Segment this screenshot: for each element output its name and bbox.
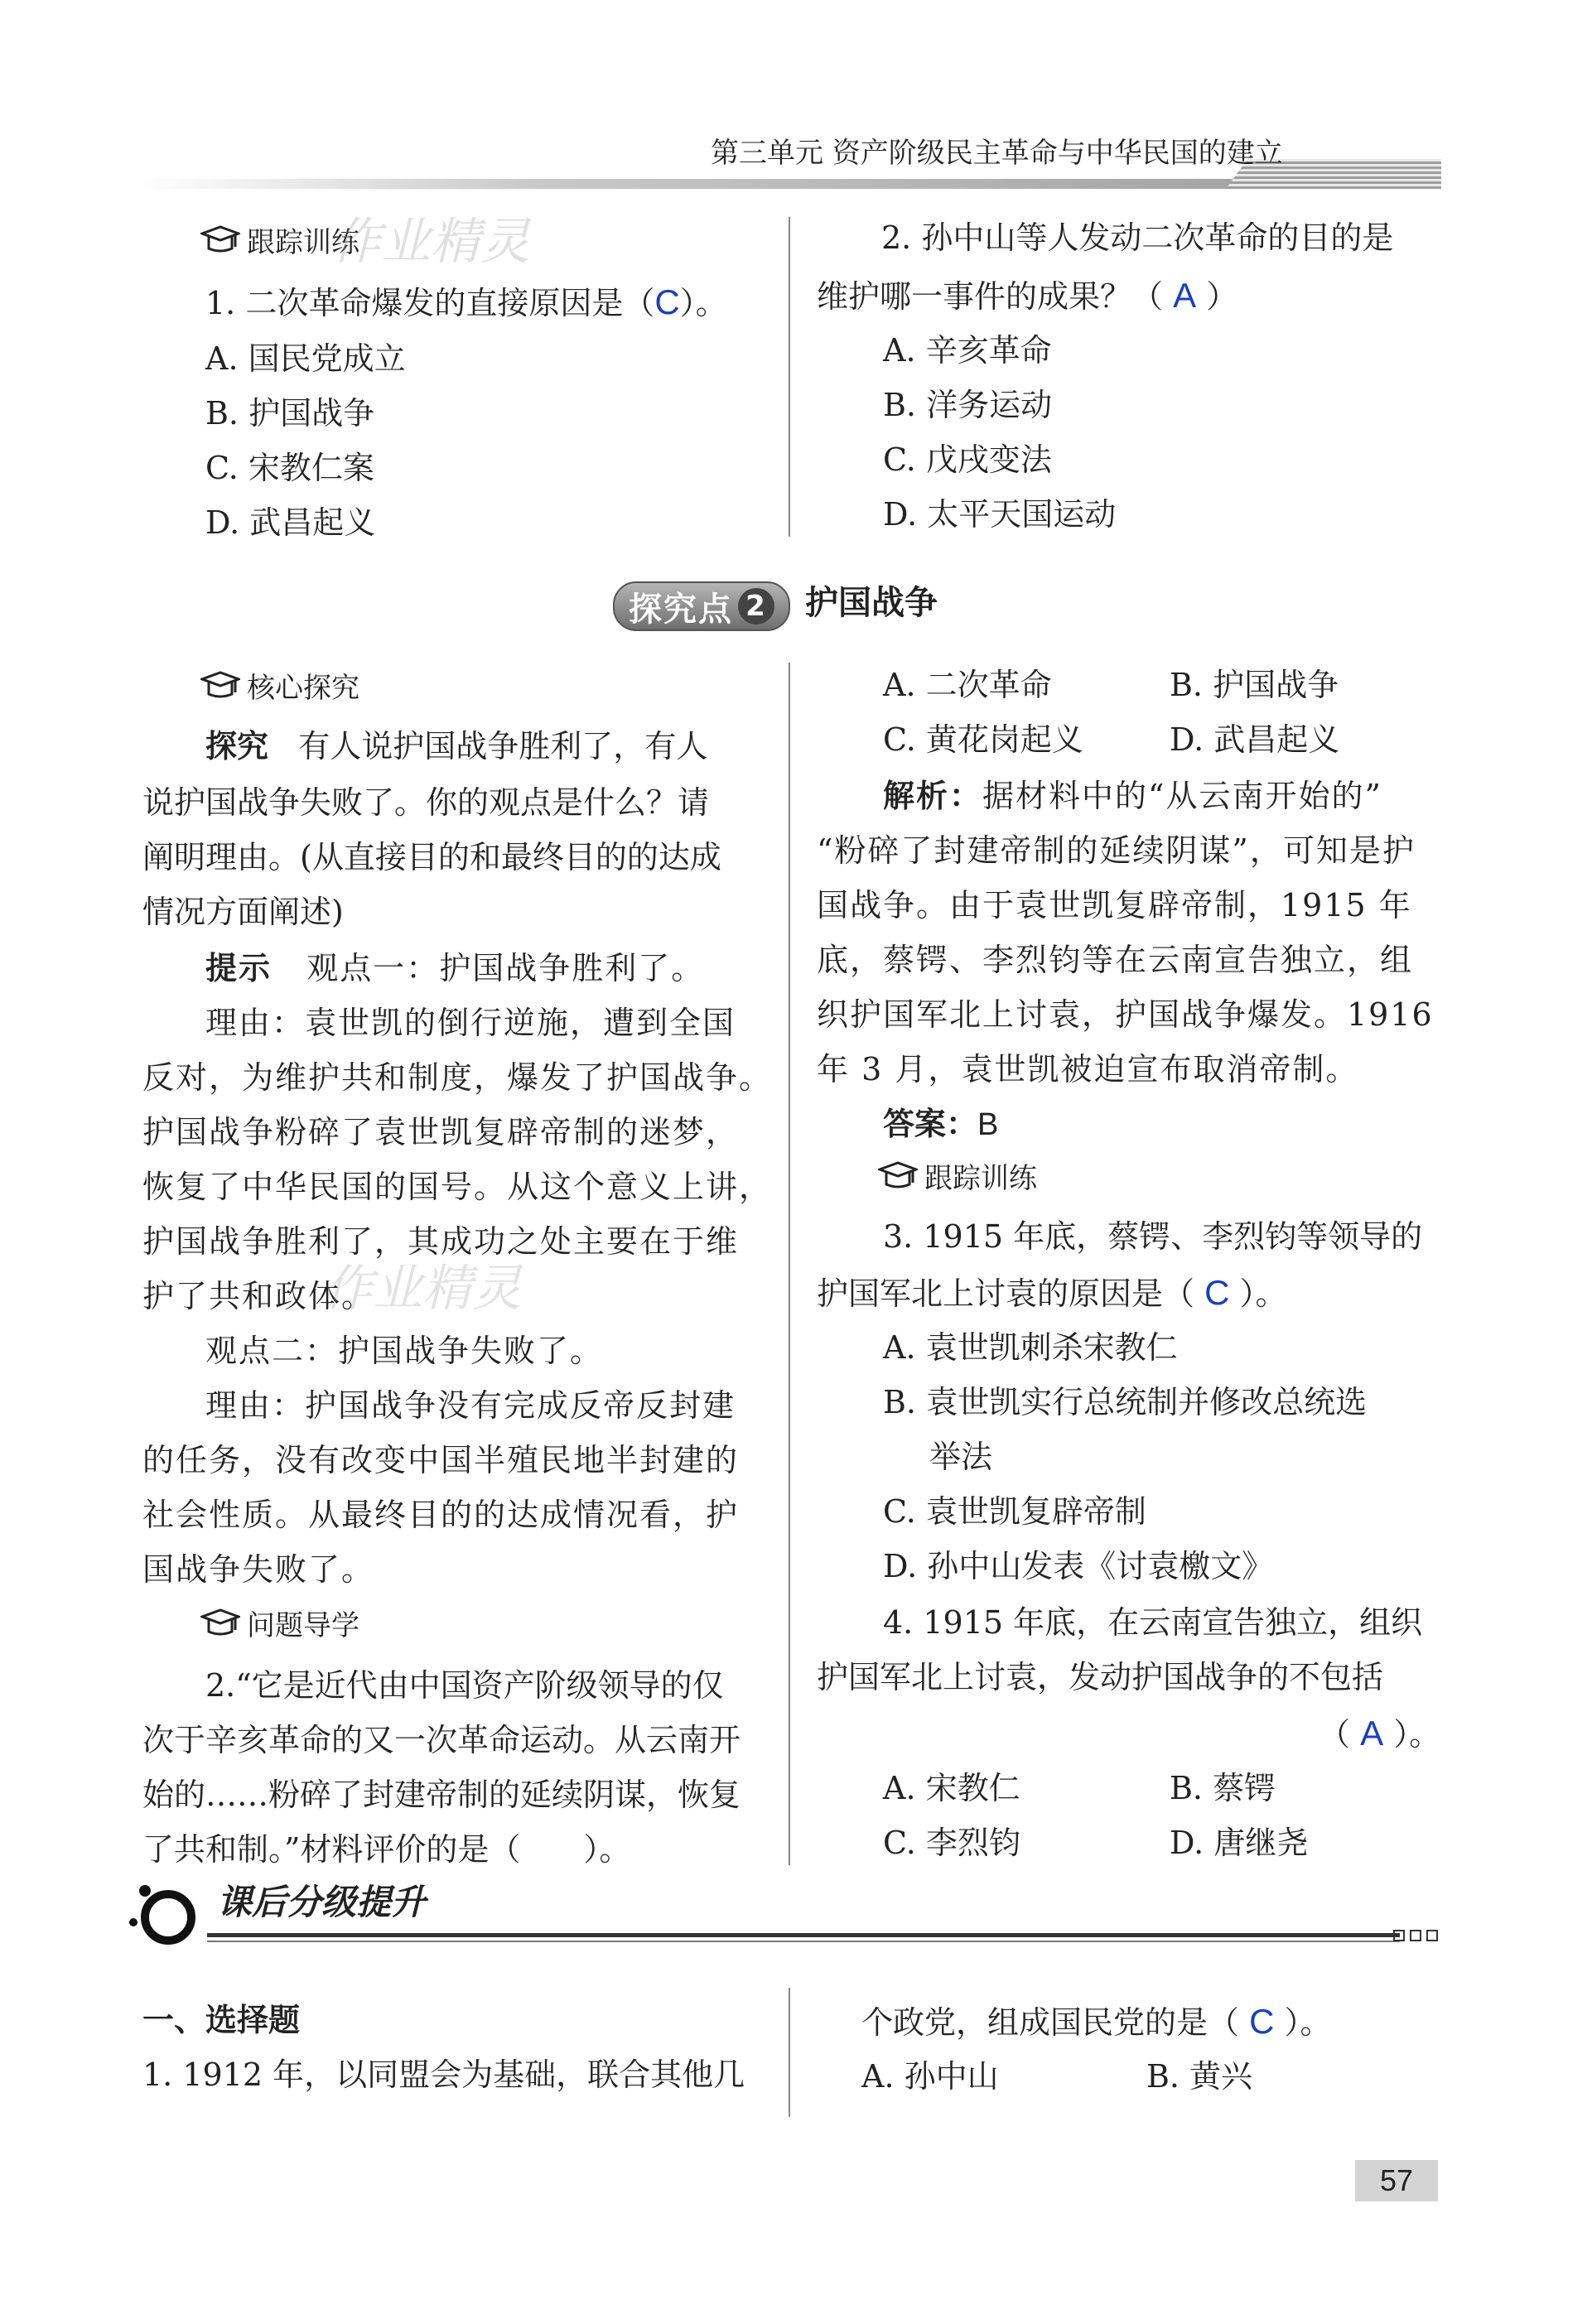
option: B. 蔡锷	[1170, 1770, 1276, 1806]
answer-letter: C	[1204, 1273, 1230, 1312]
option: B. 洋务运动	[883, 387, 1053, 423]
track-heading-2: 跟踪训练	[924, 1162, 1037, 1195]
reason2-line: 社会性质。从最终目的的达成情况看，护	[142, 1497, 740, 1533]
mortarboard-icon	[200, 669, 240, 702]
analysis-line: 年 3 月，袁世凯被迫宣布取消帝制。	[817, 1051, 1359, 1087]
q4-line2: 护国军北上讨袁，发动护国战争的不包括	[817, 1659, 1384, 1695]
option: A. 孙中山	[861, 2058, 999, 2095]
banner-square	[1410, 1930, 1421, 1941]
mortarboard-icon	[878, 1160, 918, 1193]
q2-line: 2.“它是近代由中国资产阶级领导的仅	[205, 1667, 724, 1704]
option: A. 辛亥革命	[883, 332, 1052, 369]
answer-line: 答案：B	[883, 1105, 999, 1142]
q2-line: 始的……粉碎了封建帝制的延续阴谋，恢复	[142, 1777, 741, 1813]
q3-line2: 护国军北上讨袁的原因是（ C ）。	[817, 1273, 1287, 1312]
analysis-line: “粉碎了封建帝制的延续阴谋”，可知是护	[817, 832, 1416, 869]
question-2-line2: 维护哪一事件的成果？（ A ）	[817, 276, 1238, 315]
section-title: 护国战争	[805, 584, 938, 622]
q2-line: 了共和制。”材料评价的是（ ）。	[142, 1831, 631, 1868]
mortarboard-icon	[200, 1607, 240, 1640]
banner-ring	[141, 1890, 195, 1945]
reason1-line: 恢复了中华民国的国号。从这个意义上讲，	[142, 1169, 773, 1205]
answer-letter: C	[654, 282, 680, 321]
reason2-line: 理由：护国战争没有完成反帝反封建	[205, 1387, 736, 1424]
banner-square	[1426, 1930, 1438, 1941]
reason1-line: 理由：袁世凯的倒行逆施，遭到全国	[205, 1005, 736, 1041]
reason1-line: 护国战争粉碎了袁世凯复辟帝制的迷梦，	[142, 1114, 740, 1150]
reason2-line: 的任务，没有改变中国半殖民地半封建的	[142, 1442, 740, 1478]
option: A. 宋教仁	[883, 1770, 1020, 1806]
column-divider	[789, 217, 790, 537]
option: 举法	[929, 1439, 993, 1475]
track-heading: 跟踪训练	[247, 226, 359, 259]
banner-title: 课后分级提升	[217, 1882, 427, 1922]
question-2-line1: 2. 孙中山等人发动二次革命的目的是	[881, 219, 1394, 256]
reason1-line: 护了共和政体。	[142, 1278, 375, 1314]
reason1-line: 反对，为维护共和制度，爆发了护国战争。	[142, 1059, 773, 1096]
option: D. 武昌起义	[1170, 721, 1340, 758]
page-number: 57	[1355, 2160, 1438, 2201]
option: A. 国民党成立	[205, 340, 406, 377]
option: C. 黄花岗起义	[883, 721, 1083, 758]
q4-answer-line: （ A ）。	[1319, 1714, 1441, 1753]
option: A. 袁世凯刺杀宋教仁	[883, 1329, 1178, 1366]
option: B. 护国战争	[205, 395, 375, 432]
column-divider	[789, 1988, 790, 2117]
explore-line: 阐明理由。(从直接目的和最终目的的达成	[142, 839, 721, 875]
unit-title: 第三单元 资产阶级民主革命与中华民国的建立	[711, 137, 1283, 170]
q3-line1: 3. 1915 年底，蔡锷、李烈钧等领导的	[883, 1218, 1423, 1255]
mortarboard-icon	[200, 224, 240, 257]
q1-line2: 个政党，组成国民党的是（ C ）。	[861, 2002, 1332, 2041]
explore-line: 情况方面阐述)	[142, 894, 344, 930]
analysis-line: 国战争。由于袁世凯复辟帝制，1915 年	[817, 887, 1412, 923]
q1-line1: 1. 1912 年，以同盟会为基础，联合其他几	[142, 2056, 745, 2093]
banner-square	[1393, 1930, 1405, 1941]
analysis-line: 解析：据材料中的“从云南开始的”	[883, 777, 1382, 814]
banner-dot	[129, 1918, 137, 1926]
option: C. 李烈钧	[883, 1825, 1020, 1861]
option: D. 武昌起义	[205, 504, 376, 541]
hint-line: 提示 观点一：护国战争胜利了。	[205, 949, 705, 986]
banner-rule-thin	[207, 1941, 1400, 1942]
q4-line1: 4. 1915 年底，在云南宣告独立，组织	[883, 1604, 1423, 1641]
watermark: 作业精灵	[331, 213, 530, 271]
choice-heading: 一、选择题	[142, 2002, 301, 2038]
explore-point-badge: 探究点 2	[613, 581, 790, 631]
banner-dot	[139, 1885, 151, 1897]
option: A. 二次革命	[883, 667, 1052, 703]
view2: 观点二：护国战争失败了。	[205, 1333, 604, 1369]
reason1-line: 护国战争胜利了，其成功之处主要在于维	[142, 1223, 740, 1260]
core-heading: 核心探究	[247, 672, 359, 705]
guide-heading: 问题导学	[247, 1609, 359, 1642]
option: C. 戊戌变法	[883, 441, 1052, 478]
option: B. 黄兴	[1146, 2058, 1253, 2095]
explore-line: 说护国战争失败了。你的观点是什么？请	[142, 784, 710, 821]
analysis-line: 织护国军北上讨袁，护国战争爆发。1916	[817, 996, 1434, 1033]
question-1: 1. 二次革命爆发的直接原因是（C）。	[205, 282, 727, 321]
column-divider	[789, 663, 790, 1865]
option: B. 护国战争	[1170, 667, 1339, 703]
option: D. 太平天国运动	[883, 496, 1117, 533]
banner-rule	[207, 1933, 1400, 1937]
option: C. 宋教仁案	[205, 450, 374, 486]
option: D. 孙中山发表《讨袁檄文》	[883, 1548, 1274, 1584]
option: B. 袁世凯实行总统制并修改总统选	[883, 1384, 1368, 1420]
reason2-line: 国战争失败了。	[142, 1551, 375, 1588]
watermark: 作业精灵	[323, 1260, 522, 1318]
answer-letter: A	[1360, 1714, 1384, 1753]
analysis-line: 底，蔡锷、李烈钧等在云南宣告独立，组	[817, 942, 1414, 978]
answer-letter: A	[1173, 276, 1197, 315]
q2-line: 次于辛亥革命的又一次革命运动。从云南开	[142, 1722, 741, 1758]
answer-letter: C	[1249, 2002, 1275, 2041]
option: D. 唐继尧	[1170, 1825, 1309, 1861]
option: C. 袁世凯复辟帝制	[883, 1493, 1146, 1530]
explore-line1: 探究 有人说护国战争胜利了，有人	[205, 727, 708, 764]
